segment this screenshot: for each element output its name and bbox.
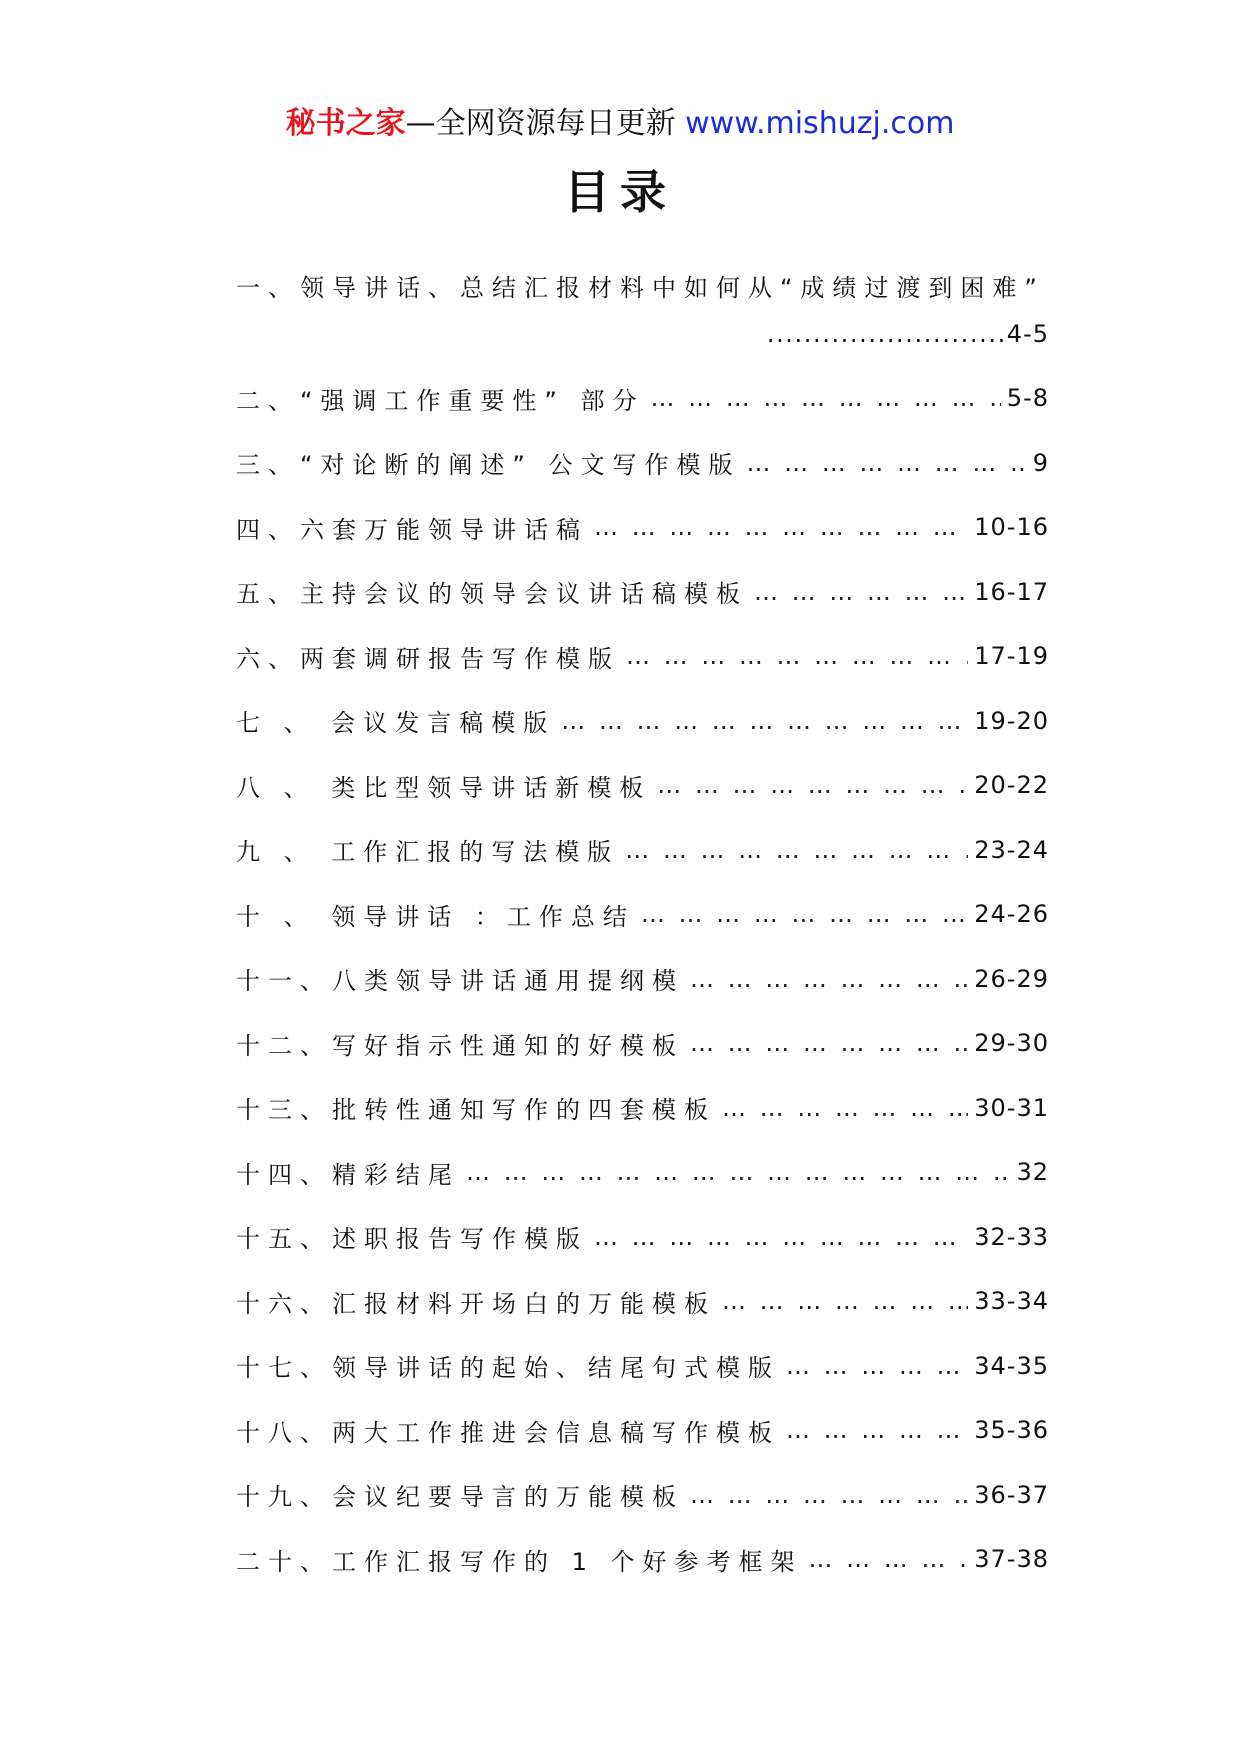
dot-leader bbox=[625, 836, 968, 864]
dot-leader bbox=[657, 771, 968, 799]
dot-leader bbox=[626, 642, 968, 670]
dot-leader bbox=[809, 1545, 969, 1573]
toc-entry-page: 35-36 bbox=[974, 1416, 1049, 1445]
dot-leader bbox=[747, 449, 1027, 477]
toc-entry-page: 10-16 bbox=[974, 513, 1049, 542]
dot-leader bbox=[690, 965, 968, 993]
dot-leader bbox=[594, 513, 968, 541]
dot-leader bbox=[722, 1287, 968, 1315]
toc-entry-page: 24-26 bbox=[974, 900, 1049, 929]
toc-entry-page: 30-31 bbox=[974, 1093, 1049, 1122]
toc-entry-page: 26-29 bbox=[974, 964, 1049, 993]
toc-entry[interactable] bbox=[236, 1011, 1049, 1076]
toc-entry[interactable] bbox=[236, 1269, 1049, 1334]
header-slogan: —全网资源每日更新 bbox=[405, 106, 686, 141]
toc-entry-label: 六、两套调研报告写作模版 bbox=[236, 644, 620, 673]
toc-entry-label: 七 、 会议发言稿模版 bbox=[236, 709, 556, 738]
brand-name: 秘书之家 bbox=[285, 106, 406, 141]
toc-entry-page: 4-5 bbox=[1006, 320, 1049, 348]
toc-entry-page: 36-37 bbox=[974, 1480, 1049, 1509]
toc-entry-label: 一、领导讲话、总结汇报材料中如何从“成绩过渡到困难” bbox=[236, 274, 1045, 302]
dot-leader bbox=[690, 1029, 968, 1057]
toc-entry-continuation bbox=[767, 314, 1049, 354]
toc-entry[interactable] bbox=[236, 1334, 1049, 1399]
dot-leader bbox=[690, 1481, 968, 1509]
toc-entry[interactable] bbox=[236, 431, 1049, 496]
toc-entry-page: 17-19 bbox=[974, 642, 1049, 671]
toc-entry-label: 十四、精彩结尾 bbox=[236, 1160, 460, 1189]
toc-entry-label: 十九、会议纪要导言的万能模板 bbox=[236, 1483, 684, 1512]
site-url[interactable]: www.mishuzj.com bbox=[685, 106, 955, 141]
toc-entry-label: 八 、 类比型领导讲话新模板 bbox=[236, 773, 652, 802]
toc-entry-page: 37-38 bbox=[974, 1545, 1049, 1574]
toc-entry-page: 20-22 bbox=[974, 771, 1049, 800]
dot-leader bbox=[466, 1158, 1010, 1186]
toc-entry[interactable] bbox=[236, 1140, 1049, 1205]
toc-entry-page: 33-34 bbox=[974, 1287, 1049, 1316]
toc-entry-page: 19-20 bbox=[974, 706, 1049, 735]
toc-entry[interactable] bbox=[236, 818, 1049, 883]
toc-entry-page: 16-17 bbox=[974, 577, 1049, 606]
dot-leader bbox=[561, 707, 968, 735]
toc-entry[interactable] bbox=[236, 495, 1049, 560]
dot-leader bbox=[786, 1352, 968, 1380]
toc-entry[interactable] bbox=[236, 1076, 1049, 1141]
toc-entry[interactable] bbox=[236, 560, 1049, 625]
toc-entry-page: 9 bbox=[1032, 448, 1049, 477]
toc-entry-page: 32 bbox=[1016, 1158, 1049, 1187]
toc-entry-page: 34-35 bbox=[974, 1351, 1049, 1380]
toc-entry-label: 十八、两大工作推进会信息稿写作模板 bbox=[236, 1418, 780, 1447]
toc-entry-page: 5-8 bbox=[1006, 384, 1049, 413]
toc-entry-label: 十 、 领导讲话 ：工作总结 bbox=[236, 902, 635, 931]
toc-entry[interactable] bbox=[236, 1527, 1049, 1592]
toc-entry[interactable] bbox=[236, 624, 1049, 689]
toc-entry-label: 十七、领导讲话的起始、结尾句式模版 bbox=[236, 1354, 780, 1383]
toc-entry[interactable] bbox=[236, 947, 1049, 1012]
dot-leader bbox=[594, 1223, 968, 1251]
dot-leader bbox=[767, 320, 1007, 348]
toc-entry[interactable] bbox=[236, 1398, 1049, 1463]
toc-entry-page: 23-24 bbox=[974, 835, 1049, 864]
toc-entry-label: 九 、 工作汇报的写法模版 bbox=[236, 838, 620, 867]
toc-entry-label: 二、“强调工作重要性” 部分 bbox=[236, 386, 645, 415]
dot-leader bbox=[722, 1094, 968, 1122]
site-header bbox=[0, 100, 1240, 148]
toc-entry-label: 三、“对论断的阐述” 公文写作模版 bbox=[236, 451, 741, 480]
toc-entry[interactable] bbox=[236, 1205, 1049, 1270]
toc-entry-label: 二十、工作汇报写作的 1 个好参考框架 bbox=[236, 1547, 803, 1576]
table-of-contents bbox=[236, 264, 1049, 1592]
toc-entry[interactable] bbox=[236, 689, 1049, 754]
toc-entry[interactable] bbox=[236, 753, 1049, 818]
toc-entry-label: 十五、述职报告写作模版 bbox=[236, 1225, 588, 1254]
toc-entry-label: 十三、批转性通知写作的四套模板 bbox=[236, 1096, 716, 1125]
toc-entry[interactable] bbox=[236, 1463, 1049, 1528]
toc-entry[interactable] bbox=[236, 882, 1049, 947]
toc-entry-label: 十二、写好指示性通知的好模板 bbox=[236, 1031, 684, 1060]
dot-leader bbox=[641, 900, 968, 928]
toc-list bbox=[236, 366, 1049, 1592]
toc-entry-label: 十一、八类领导讲话通用提纲模 bbox=[236, 967, 684, 996]
toc-entry-label: 四、六套万能领导讲话稿 bbox=[236, 515, 588, 544]
page-title: 目录 bbox=[564, 165, 676, 219]
dot-leader bbox=[754, 578, 968, 606]
toc-entry[interactable] bbox=[236, 366, 1049, 431]
toc-entry-label: 五、主持会议的领导会议讲话稿模板 bbox=[236, 580, 748, 609]
toc-entry[interactable] bbox=[236, 264, 1049, 366]
toc-entry-label: 十六、汇报材料开场白的万能模板 bbox=[236, 1289, 716, 1318]
toc-entry-page: 29-30 bbox=[974, 1029, 1049, 1058]
toc-entry-page: 32-33 bbox=[974, 1222, 1049, 1251]
dot-leader bbox=[786, 1416, 968, 1444]
dot-leader bbox=[651, 384, 1001, 412]
